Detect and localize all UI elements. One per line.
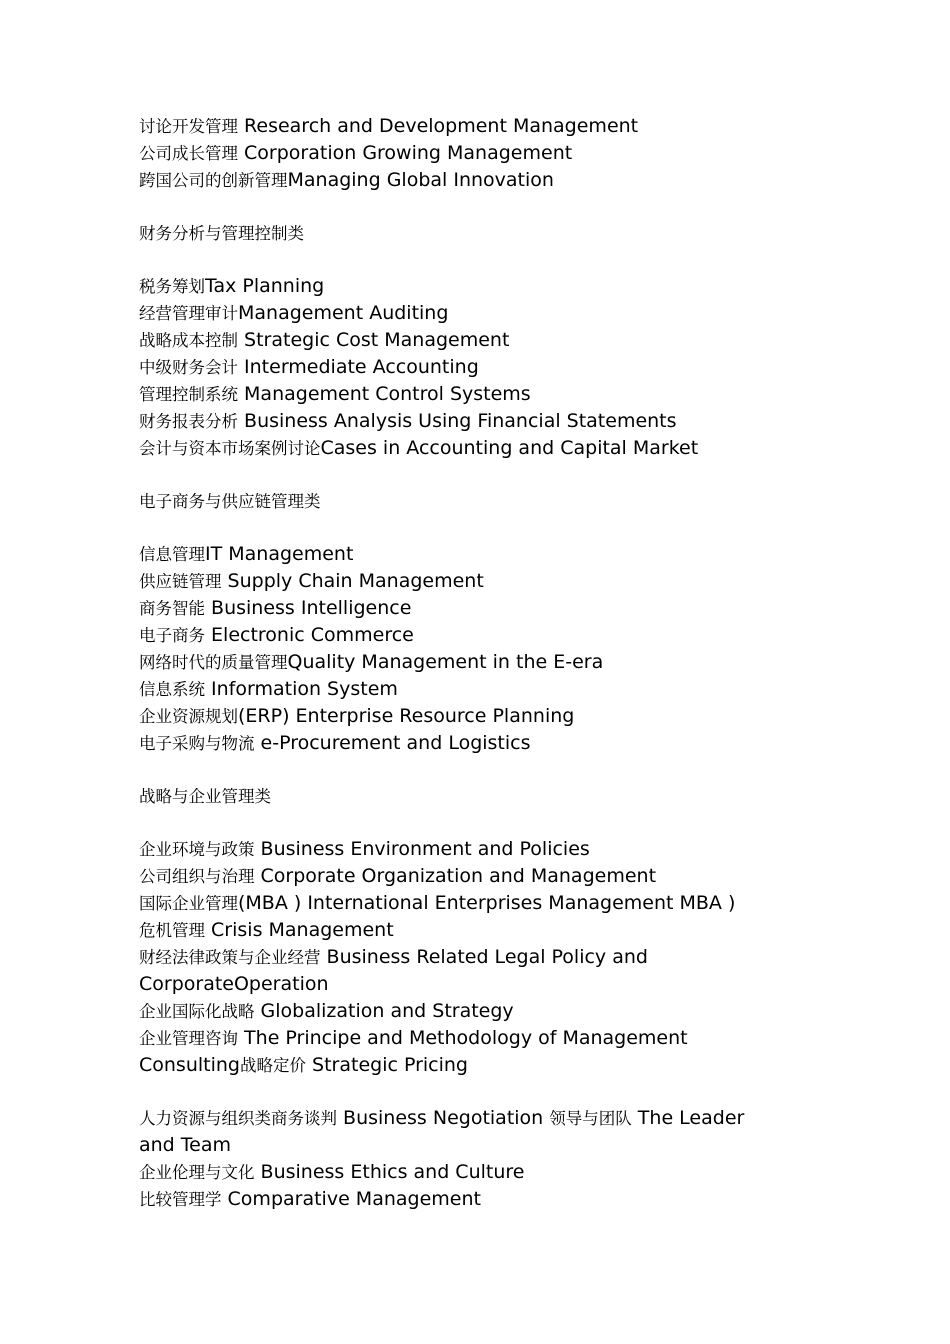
course-name-en: The Principe and Methodology of Management	[238, 1027, 688, 1049]
course-name-en: Business Analysis Using Financial Statements	[238, 410, 677, 432]
course-name-zh: 公司成长管理	[139, 144, 238, 163]
course-name-zh: 电子商务	[139, 626, 205, 645]
course-line	[139, 890, 799, 917]
course-line	[139, 1159, 799, 1186]
course-name-en: Electronic Commerce	[205, 624, 414, 646]
course-line	[139, 649, 799, 676]
course-line-continued	[139, 971, 799, 998]
course-name-zh: 供应链管理	[139, 572, 222, 591]
course-line	[139, 622, 799, 649]
course-line	[139, 730, 799, 757]
course-name-en: The Leader	[631, 1107, 745, 1129]
course-line	[139, 944, 799, 971]
course-line	[139, 1186, 799, 1213]
course-name-en: Information System	[205, 678, 398, 700]
course-name-en: Strategic Cost Management	[238, 329, 510, 351]
course-line	[139, 273, 799, 300]
course-name-en: Business Related Legal Policy and	[320, 946, 648, 968]
course-name-zh: 战略定价	[239, 1056, 306, 1075]
course-name-en: Quality Management in the E-era	[287, 651, 604, 673]
course-name-zh: 管理控制系统	[139, 385, 238, 404]
course-name-zh: 讨论开发管理	[139, 117, 238, 136]
course-name-zh: 企业伦理与文化	[139, 1163, 255, 1182]
course-line	[139, 836, 799, 863]
course-line	[139, 435, 799, 462]
course-name-zh: 税务筹划	[139, 277, 205, 296]
course-name-en: IT Management	[205, 543, 354, 565]
course-name-en: CorporateOperation	[139, 973, 329, 995]
course-line	[139, 998, 799, 1025]
course-name-zh: 网络时代的质量管理	[139, 653, 288, 672]
course-name-zh: 人力资源与组织类商务谈判	[139, 1109, 337, 1128]
course-line	[139, 917, 799, 944]
course-name-en: Business Intelligence	[205, 597, 412, 619]
course-name-en: (MBA ) International Enterprises Management MBA )	[238, 892, 736, 914]
course-name-en: e-Procurement and Logistics	[254, 732, 531, 754]
course-name-en: Cases in Accounting and Capital Market	[320, 437, 699, 459]
course-name-en: Business Negotiation	[337, 1107, 550, 1129]
course-line-continued	[139, 1052, 799, 1079]
course-line	[139, 300, 799, 327]
course-line	[139, 541, 799, 568]
course-name-zh: 企业环境与政策	[139, 840, 255, 859]
course-line	[139, 1025, 799, 1052]
course-name-zh: 企业管理咨询	[139, 1029, 238, 1048]
section-heading-ecommerce: 电子商务与供应链管理类	[139, 492, 321, 511]
course-name-en: Corporation Growing Management	[238, 142, 573, 164]
course-name-en: Supply Chain Management	[221, 570, 484, 592]
course-line	[139, 408, 799, 435]
course-name-en: Corporate Organization and Management	[254, 865, 657, 887]
course-line	[139, 676, 799, 703]
course-name-zh: 国际企业管理	[139, 894, 238, 913]
course-name-en: Consulting	[139, 1054, 240, 1076]
course-name-zh: 危机管理	[139, 921, 205, 940]
course-name-zh: 信息系统	[139, 680, 205, 699]
document-page	[139, 113, 799, 1213]
course-name-zh: 领导与团队	[549, 1109, 632, 1128]
course-name-en: Strategic Pricing	[305, 1054, 468, 1076]
course-name-en: Business Environment and Policies	[254, 838, 590, 860]
course-name-en: Crisis Management	[205, 919, 394, 941]
course-name-zh: 公司组织与治理	[139, 867, 255, 886]
course-name-zh: 中级财务会计	[139, 358, 238, 377]
course-line	[139, 863, 799, 890]
course-name-en: Globalization and Strategy	[254, 1000, 514, 1022]
course-name-en: Comparative Management	[221, 1188, 481, 1210]
course-line	[139, 568, 799, 595]
course-name-en: Tax Planning	[205, 275, 325, 297]
course-name-en: Management Control Systems	[238, 383, 531, 405]
course-name-zh: 企业资源规划	[139, 707, 238, 726]
course-name-zh: 跨国公司的创新管理	[139, 171, 288, 190]
course-line	[139, 354, 799, 381]
course-name-en: Intermediate Accounting	[238, 356, 479, 378]
course-name-zh: 企业国际化战略	[139, 1002, 255, 1021]
course-line	[139, 113, 799, 140]
section-heading-finance: 财务分析与管理控制类	[139, 224, 304, 243]
course-name-en: Research and Development Management	[238, 115, 639, 137]
course-line	[139, 327, 799, 354]
course-name-en: Management Auditing	[238, 302, 449, 324]
course-line	[139, 703, 799, 730]
course-name-zh: 财务报表分析	[139, 412, 238, 431]
course-name-en: Managing Global Innovation	[287, 169, 554, 191]
course-name-zh: 经营管理审计	[139, 304, 238, 323]
course-line	[139, 140, 799, 167]
course-name-zh: 财经法律政策与企业经营	[139, 948, 321, 967]
course-name-zh: 会计与资本市场案例讨论	[139, 439, 321, 458]
course-line	[139, 381, 799, 408]
course-name-en: (ERP) Enterprise Resource Planning	[238, 705, 575, 727]
course-name-en: Business Ethics and Culture	[254, 1161, 525, 1183]
course-name-en: and Team	[139, 1134, 232, 1156]
course-name-zh: 信息管理	[139, 545, 205, 564]
course-name-zh: 电子采购与物流	[139, 734, 255, 753]
course-line	[139, 595, 799, 622]
course-line	[139, 1105, 799, 1132]
course-line	[139, 167, 799, 194]
course-name-zh: 战略成本控制	[139, 331, 238, 350]
section-heading-strategy: 战略与企业管理类	[139, 787, 271, 806]
course-name-zh: 商务智能	[139, 599, 205, 618]
course-line-continued	[139, 1132, 799, 1159]
course-name-zh: 比较管理学	[139, 1190, 222, 1209]
